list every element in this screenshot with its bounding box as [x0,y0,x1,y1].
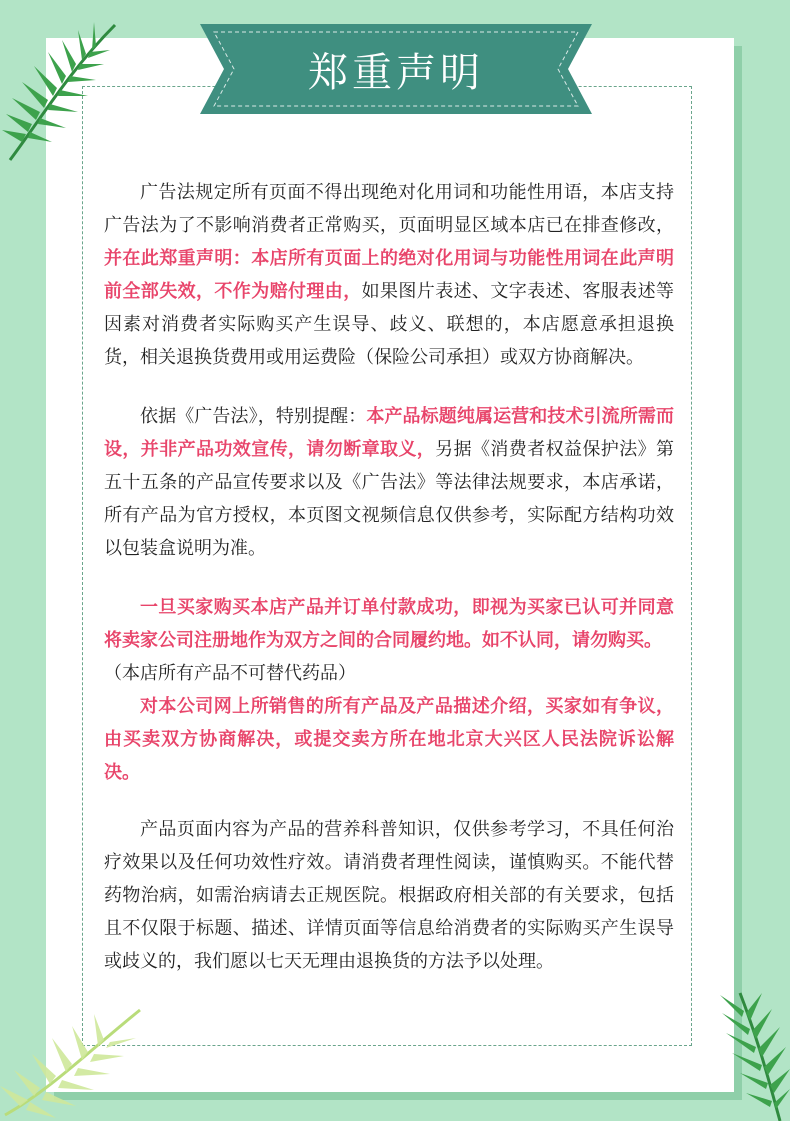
paragraph-disclaimer: 产品页面内容为产品的营养科普知识，仅供参考学习，不具任何治疗效果以及任何功效性疗效。请消费者理性阅读，谨慎购买。不能代替药物治病，如需治病请去正规医院。根据政府相关部的有关要求，包括且不仅限于标题、描述、详情页面等信息给消费者的实际购买产生误导或歧义的，我们愿以七天无理由退换货的方法予以处理。 [104,819,674,972]
spacer [104,565,674,591]
statement-content [104,176,674,978]
title-banner [200,24,592,114]
palm-leaf-bottom-right [700,985,790,1121]
text-segment: 依据《广告法》，特别提醒： [140,406,367,427]
text-segment: 如果图片表述、文字表述、客服表述等因素对消费者实际购买产生误导、歧义、联想的，本店愿意承担退换货，相关退换货费用或用运费险（保险公司承担）或双方协商解决。 [104,281,675,368]
highlight-text: 并在此郑重声明：本店所有页面上的绝对化用词与功能性用词在此声明前全部失效，不作为赔付理由， [104,248,674,302]
highlight-text: 本产品标题纯属运营和技术引流所需而设，并非产品功效宣传，请勿断章取义， [104,406,674,460]
paragraph-ad-law [104,176,674,374]
paragraph-reminder [104,400,674,565]
page-title: 郑重声明 [308,49,484,96]
spacer [104,789,674,813]
paragraph-dispute: 对本公司网上所销售的所有产品及产品描述介绍，买家如有争议，由买卖双方协商解决，或提交卖方所在地北京大兴区人民法院诉讼解决。 [104,696,674,783]
text-segment: 广告法规定所有页面不得出现绝对化用词和功能性用语，本店支持广告法为了不影响消费者正常购买，页面明显区域本店已在排查修改， [104,182,674,236]
text-segment: 另据《消费者权益保护法》第五十五条的产品宣传要求以及《广告法》等法律法规要求，本店承诺，所有产品为官方授权，本页图文视频信息仅供参考，实际配方结构功效以包装盒说明为准。 [104,439,675,559]
paragraph-not-medicine: （本店所有产品不可替代药品） [104,663,356,684]
palm-leaf-top-left [0,10,130,170]
palm-leaf-bottom-left [0,990,150,1121]
spacer [104,374,674,400]
paragraph-contract-place: 一旦买家购买本店产品并订单付款成功，即视为买家已认可并同意将卖家公司注册地作为双方之间的合同履约地。如不认同，请勿购买。 [104,597,674,651]
